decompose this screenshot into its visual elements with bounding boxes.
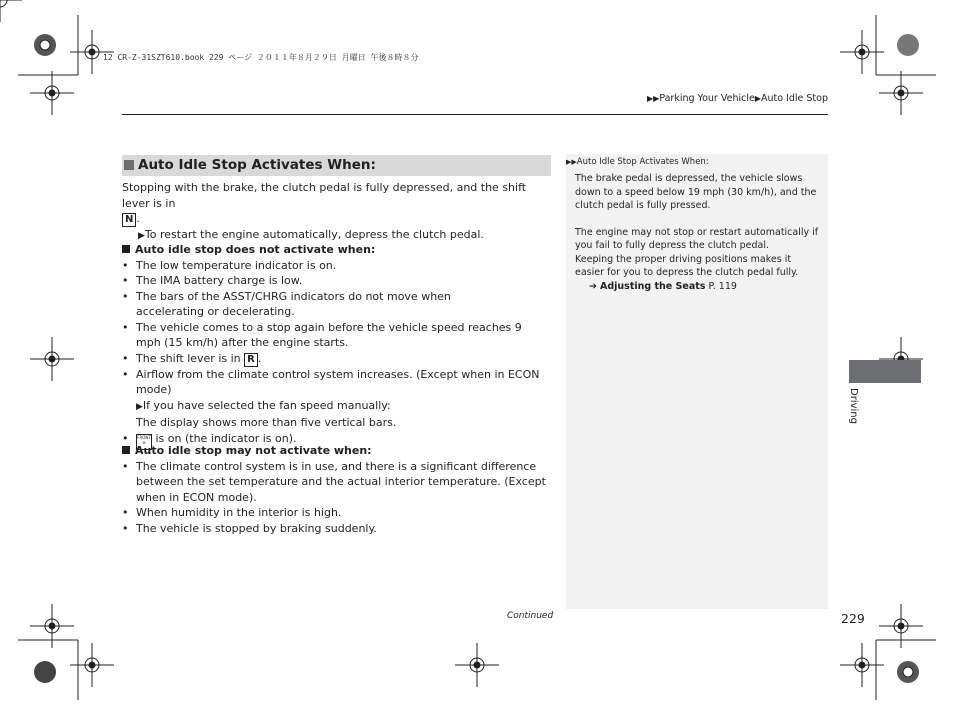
sidebar-para: The brake pedal is depressed, the vehicle slows down to a speed below 19 mph (30 km/h), and the clutch pedal is fully pressed. (575, 173, 817, 211)
sidebar-body (575, 172, 820, 293)
list-item: • The bars of the ASST/CHRG indicators do not move when accelerating or decelerating. (122, 289, 516, 320)
sub-square-icon (122, 245, 130, 253)
item-period: . (257, 351, 262, 365)
sidebar-title (566, 157, 709, 167)
header-rule (122, 114, 828, 115)
item-text: The shift lever is in (136, 351, 241, 365)
sidebar-arrow-icon: ▶▶ (566, 158, 577, 166)
item-note-2: The display shows more than five vertical bars. (136, 416, 397, 429)
sub-square-icon (122, 446, 130, 454)
may-not-activate-block (122, 443, 552, 536)
list-item: • The low temperature indicator is on. (122, 258, 552, 274)
chapter-tab[interactable] (849, 360, 921, 383)
not-activate-title-text: Auto idle stop does not activate when: (135, 243, 376, 256)
chapter-tab-label: Driving (848, 388, 859, 424)
sidebar-para: The engine may not stop or restart automatically if you fail to fully depress the clutch pedal. (575, 226, 819, 251)
breadcrumb-arrow-icon: ▶ (754, 94, 761, 103)
section-title: Auto Idle Stop Activates When: (138, 157, 376, 173)
intro-text: Stopping with the brake, the clutch pedal is fully depressed, and the shift lever is in (122, 181, 527, 210)
intro-period: . (136, 212, 140, 225)
not-activate-list (122, 258, 552, 450)
note-arrow-icon: ▶ (138, 231, 145, 241)
sidebar-para: Keeping the proper driving positions makes it easier for you to depress the clutch pedal fully. (575, 253, 799, 278)
page-number: 229 (841, 611, 865, 626)
breadcrumb-arrow-icon: ▶▶ (647, 94, 660, 103)
may-not-activate-title (122, 443, 552, 459)
heading-square-icon (124, 160, 134, 170)
may-not-activate-list (122, 459, 552, 537)
reference-arrow-icon: ➔ (589, 280, 597, 292)
continued-label: Continued (507, 611, 554, 621)
front-defrost-icon: FRONT ≋ (136, 434, 152, 450)
not-activate-block (122, 242, 552, 450)
breadcrumb-parent[interactable]: Parking Your Vehicle (659, 93, 755, 104)
item-note (136, 398, 552, 416)
may-not-activate-title-text: Auto idle stop may not activate when: (135, 444, 372, 457)
list-item: • The vehicle is stopped by braking suddenly. (122, 521, 552, 537)
list-item: • When humidity in the interior is high. (122, 505, 552, 521)
not-activate-title (122, 242, 552, 258)
list-item: • The IMA battery charge is low. (122, 273, 552, 289)
icon-label: FRONT (137, 434, 151, 440)
sidebar-link[interactable] (575, 280, 820, 294)
sidebar-link-text[interactable]: Adjusting the Seats (600, 280, 706, 292)
item-text: is on (the indicator is on). (155, 431, 297, 445)
list-item (122, 351, 552, 367)
print-header: 12 CR-Z-31SZT610.book 229 ページ ２０１１年８月２９日 月曜日 午後８時８分 (103, 53, 419, 62)
list-item (122, 367, 552, 431)
breadcrumb (647, 93, 828, 104)
restart-note-text: To restart the engine automatically, depress the clutch pedal. (144, 228, 484, 241)
sidebar-title-text: Auto Idle Stop Activates When: (576, 157, 709, 167)
item-text: Airflow from the climate control system increases. (Except when in ECON mode) (136, 367, 540, 396)
sidebar-link-page[interactable]: P. 119 (708, 280, 737, 292)
shift-key-r: R (244, 353, 258, 367)
section-heading (122, 155, 551, 176)
item-note-text: If you have selected the fan speed manually: (142, 398, 391, 412)
list-item: • The vehicle comes to a stop again before the vehicle speed reaches 9 mph (15 km/h) after the engine starts. (122, 320, 526, 351)
section-intro (122, 180, 552, 245)
shift-key-n: N (122, 213, 136, 227)
note-arrow-icon: ▶ (136, 401, 143, 412)
sidebar-notes (566, 154, 828, 609)
breadcrumb-current: Auto Idle Stop (760, 93, 828, 104)
list-item: • The climate control system is in use, and there is a significant difference between the set temperature and the actual interior temperature. (Except when in ECON mode). (122, 459, 552, 506)
